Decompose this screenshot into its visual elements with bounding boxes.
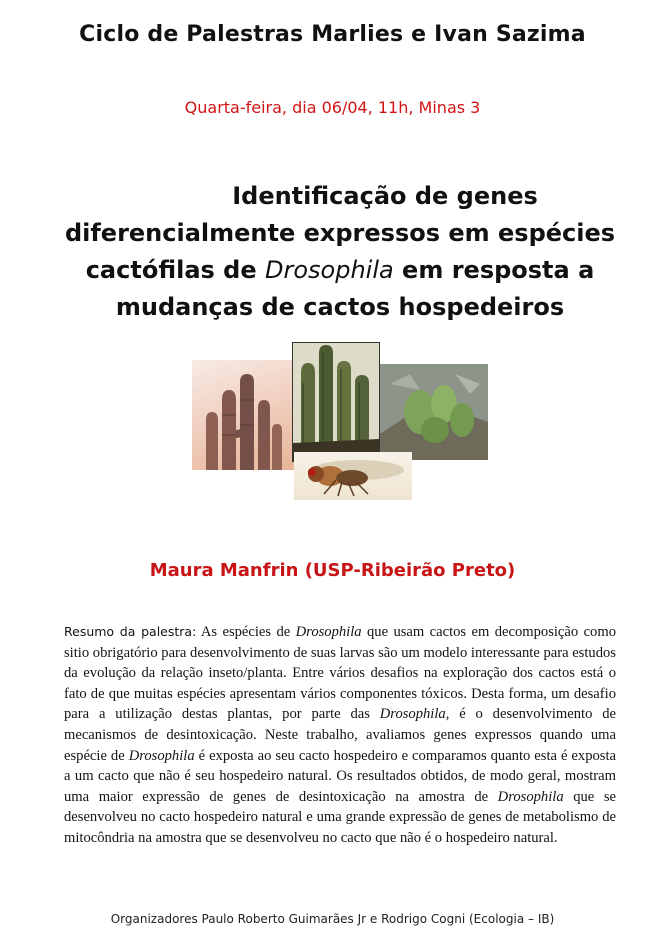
abstract-part-4: é exposta ao seu cacto hospedeiro e comparamos quanto esta é exposta a um cacto que não é seu hospedeiro natural. Os resultados obtidos, de modo geral, mostram uma maior expressão de genes de desintoxicação na amostra de	[64, 747, 617, 805]
talk-title-line-3-end: em resposta a	[393, 256, 595, 284]
cactus-sunset-photo	[192, 360, 296, 470]
talk-title	[64, 178, 616, 326]
drosophila-fly-photo	[294, 452, 412, 500]
abstract-part-5: que se desenvolveu no cacto hospedeiro natural e uma grande expressão de genes de metabolismo de mitocôndria na amostra que se desenvolveu no cacto que não é o hospedeiro natural.	[64, 788, 616, 846]
cactus-clump-photo	[380, 364, 488, 460]
abstract-genus-3: Drosophila	[128, 747, 195, 764]
abstract-part-2: que usam cactos em decomposição como sitio obrigatório para desenvolvimento de suas larvas são um modelo interessante para estudos da evolução da relação inseto/planta. Entre vários desafios na exploração dos cactos está o fato de que muitas espécies apresentam vários componentes tóxicos. Desta forma, um desafio para a utilização destas plantas, por parte das	[64, 624, 616, 723]
talk-title-line-2: diferencialmente expressos em espécies	[64, 219, 616, 247]
abstract-label: Resumo da palestra:	[64, 624, 197, 639]
cactus-column-photo	[292, 342, 380, 462]
talk-title-line-1: Identificação de genes	[232, 182, 538, 210]
abstract-text	[64, 622, 616, 849]
abstract-part-3: , é o desenvolvimento de mecanismos de desintoxicação. Neste trabalho, avaliamos genes expressos quando uma espécie de	[64, 706, 616, 764]
talk-title-line-4: mudanças de cactos hospedeiros	[115, 293, 565, 321]
organizers-footer: Organizadores Paulo Roberto Guimarães Jr e Rodrigo Cogni (Ecologia – IB)	[110, 912, 555, 926]
series-title: Ciclo de Palestras Marlies e Ivan Sazima	[79, 22, 586, 47]
event-date: Quarta-feira, dia 06/04, 11h, Minas 3	[184, 98, 481, 117]
abstract-genus-2: Drosophila	[379, 706, 446, 723]
speaker-name: Maura Manfrin (USP-Ribeirão Preto)	[149, 560, 516, 581]
abstract-genus-1: Drosophila	[295, 624, 362, 640]
photo-collage	[190, 340, 490, 500]
talk-title-genus: Drosophila	[264, 256, 394, 284]
abstract-genus-4: Drosophila	[497, 788, 564, 805]
talk-title-line-3-start: cactófilas de	[85, 256, 265, 284]
abstract-part-1: As espécies de	[196, 624, 296, 640]
talk-title-line-3	[70, 252, 610, 289]
